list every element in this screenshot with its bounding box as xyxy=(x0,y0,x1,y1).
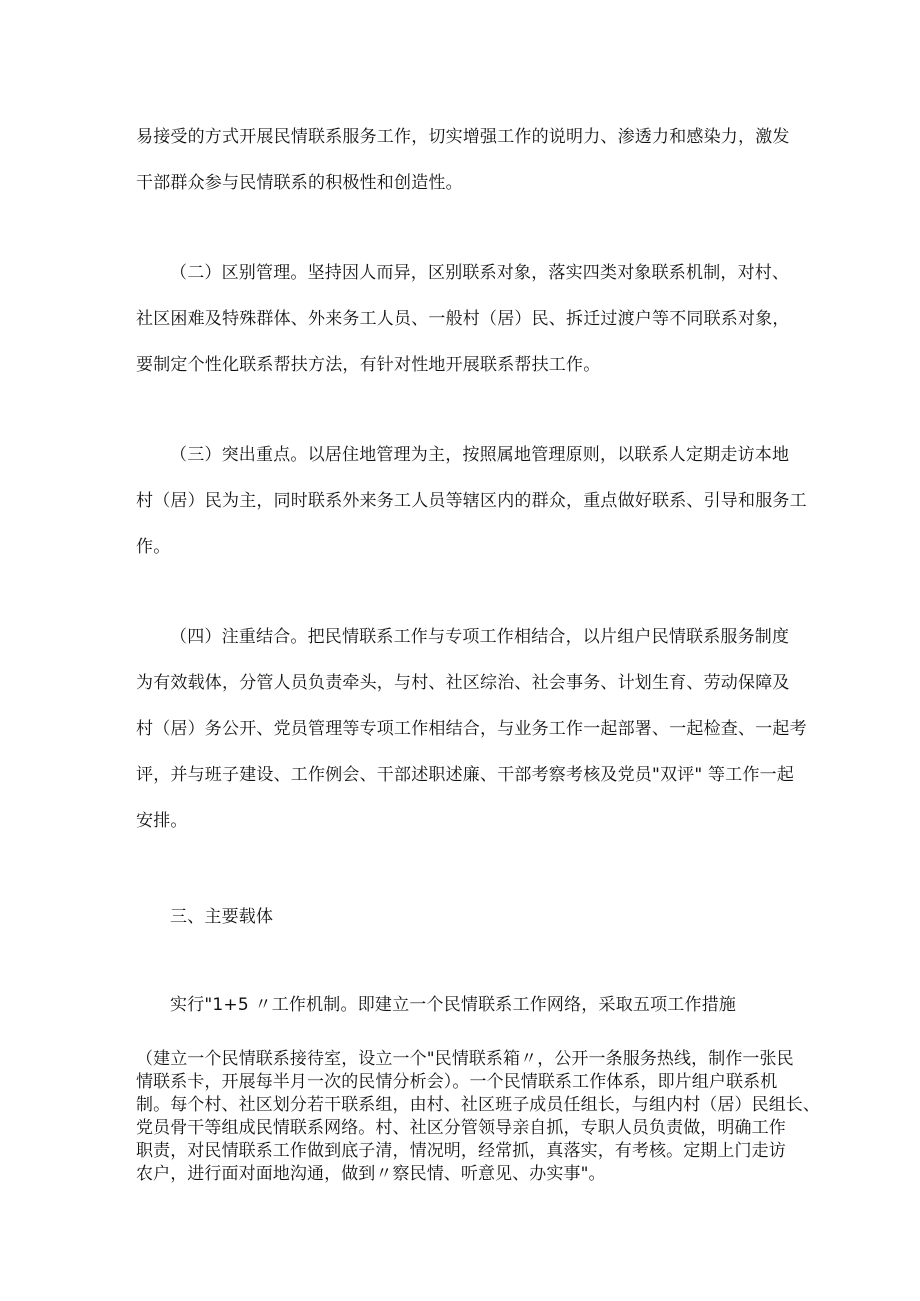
section-2-line-3: 要制定个性化联系帮扶方法，有针对性地开展联系帮扶工作。 xyxy=(136,355,601,375)
section-heading-3: 三、主要载体 xyxy=(170,907,274,927)
final-line-6: 农户，进行面对面地沟通，做到〃察民情、听意见、办实事"。 xyxy=(136,1164,606,1184)
intro-line-2: 干部群众参与民情联系的积极性和创造性。 xyxy=(136,173,463,193)
final-line-5: 职责，对民情联系工作做到底子清，情况明，经常抓，真落实，有考核。定期上门走访 xyxy=(136,1141,786,1161)
final-line-3: 制。每个村、社区划分若干联系组，由村、社区班子成员任组长，与组内村（居）民组长、 xyxy=(136,1095,820,1115)
section-4-line-3: 村（居）务公开、党员管理等专项工作相结合，与业务工作一起部署、一起检查、一起考 xyxy=(136,719,807,739)
section-3-line-2: 村（居）民为主，同时联系外来务工人员等辖区内的群众，重点做好联系、引导和服务工 xyxy=(136,491,807,511)
section-4-line-5: 安排。 xyxy=(136,811,188,831)
section-4-line-2: 为有效载体，分管人员负责牵头，与村、社区综治、社会事务、计划生育、劳动保障及 xyxy=(136,673,790,693)
section-3-line-1: （三）突出重点。以居住地管理为主，按照属地管理原则，以联系人定期走访本地 xyxy=(170,445,790,465)
mechanism-line: 实行"1+5 〃工作机制。即建立一个民情联系工作网络，采取五项工作措施 xyxy=(170,995,737,1015)
final-line-2: 情联系卡，开展每半月一次的民情分析会）。一个民情联系工作体系，即片组户联系机 xyxy=(136,1072,778,1092)
intro-line-1: 易接受的方式开展民情联系服务工作，切实增强工作的说明力、渗透力和感染力，激发 xyxy=(136,127,790,147)
final-line-1: （建立一个民情联系接待室，设立一个"民情联系箱〃，公开一条服务热线，制作一张民 xyxy=(136,1049,794,1069)
section-2-line-2: 社区困难及特殊群体、外来务工人员、一般村（居）民、拆迁过渡户等不同联系对象， xyxy=(136,309,790,329)
final-paragraph xyxy=(136,1048,820,1186)
section-3-line-3: 作。 xyxy=(136,537,171,557)
final-line-4: 党员骨干等组成民情联系网络。村、社区分管领导亲自抓，专职人员负责做，明确工作 xyxy=(136,1118,786,1138)
section-4-line-1: （四）注重结合。把民情联系工作与专项工作相结合，以片组户民情联系服务制度 xyxy=(170,627,790,647)
section-2-line-1: （二）区别管理。坚持因人而异，区别联系对象，落实四类对象联系机制，对村、 xyxy=(170,263,790,283)
section-4-line-4: 评，并与班子建设、工作例会、干部述职述廉、干部考察考核及党员"双评" 等工作一起 xyxy=(136,765,795,785)
